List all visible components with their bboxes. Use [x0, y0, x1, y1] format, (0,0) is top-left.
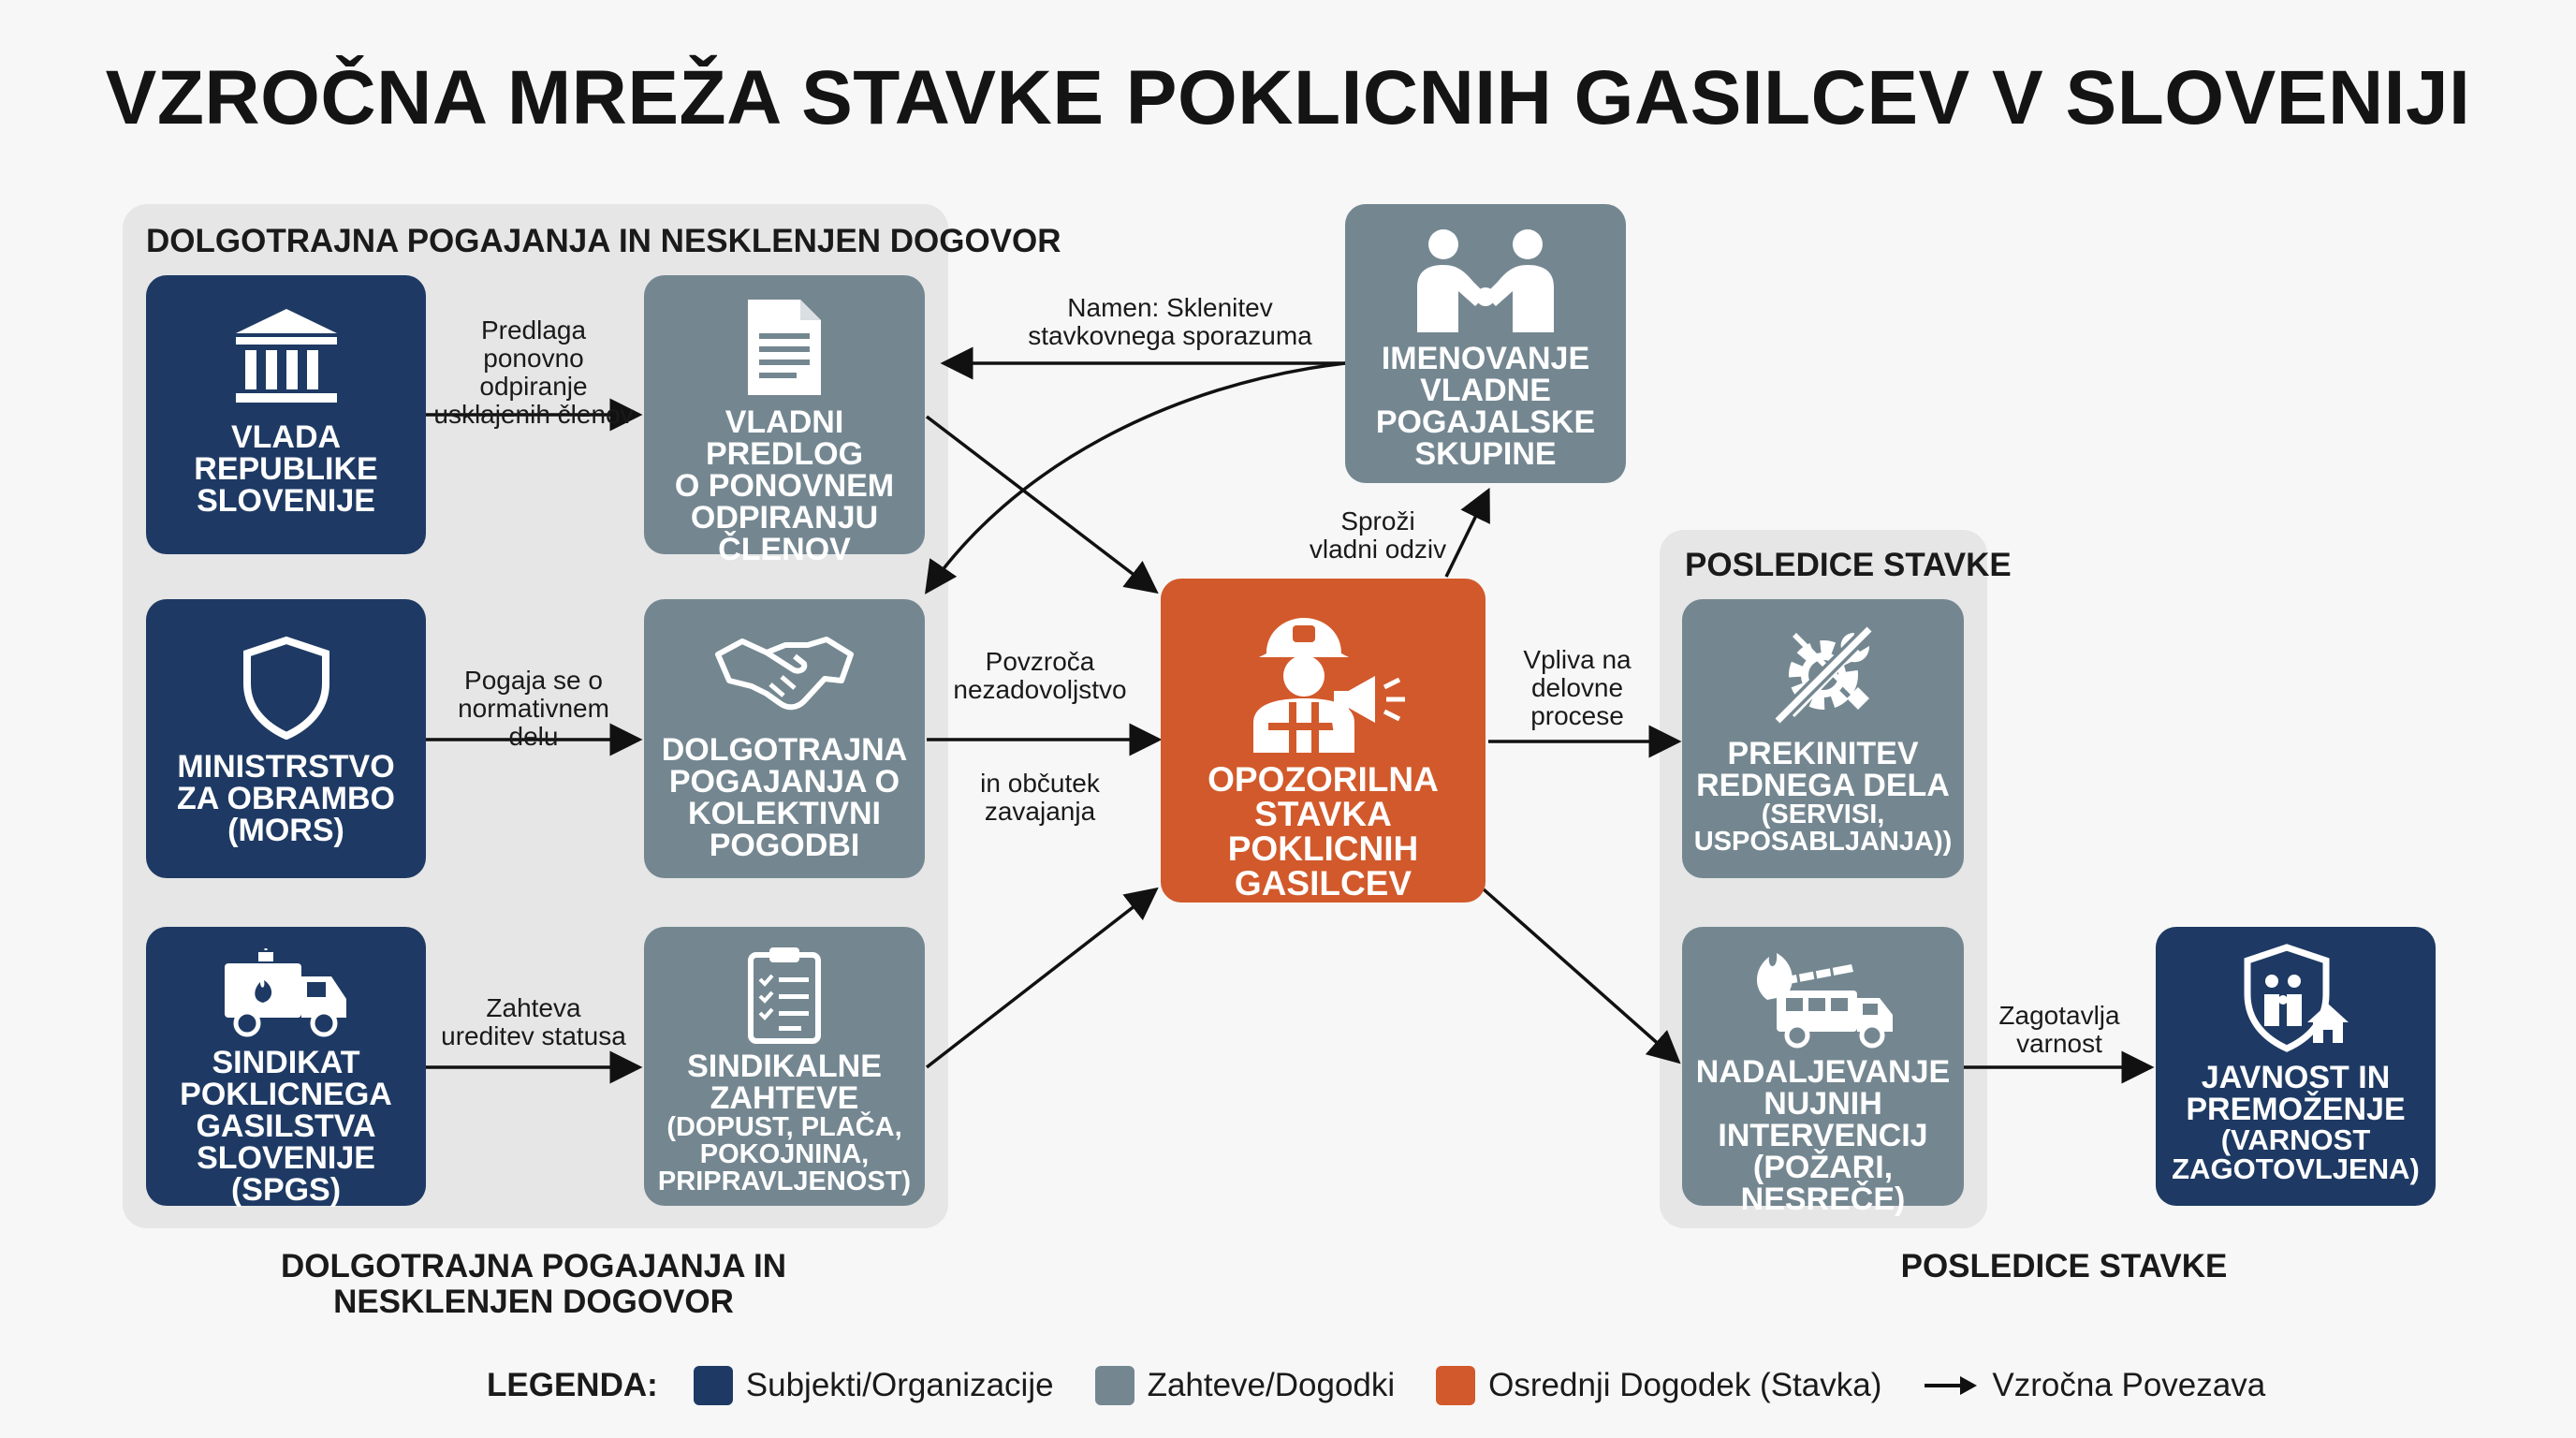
legend [487, 1362, 2306, 1409]
edge-label-stavka-imenovanje: Sproži vladni odziv [1309, 506, 1447, 564]
node-mors [146, 599, 426, 878]
legend-swatch-events [1095, 1366, 1134, 1405]
edge-label-spgs-zahteve: Zahteva ureditev statusa [441, 993, 626, 1050]
legend-arrow-icon [1923, 1372, 1979, 1400]
node-javnost [2156, 927, 2436, 1206]
node-javnost-name: JAVNOST IN PREMOŽENJE [2186, 1060, 2406, 1127]
node-mors-name: MINISTRSTVO ZA OBRAMBO (MORS) [177, 749, 395, 848]
edge-label-mors-pogajanja: Pogaja se o normativnem delu [458, 666, 609, 751]
legend-events-label: Zahteve/Dogodki [1147, 1367, 1396, 1403]
legend-entities-label: Subjekti/Organizacije [745, 1367, 1054, 1403]
node-prekinitev [1682, 599, 1964, 878]
node-prekinitev-name: PREKINITEV REDNEGA DELA [1696, 736, 1950, 803]
family-shield-icon [2240, 944, 2352, 1054]
node-stavka-name: OPOZORILNA STAVKA POKLICNIH GASILCEV [1208, 760, 1439, 902]
edge-label-pogajanja-stavka-2: in občutek zavajanja [980, 769, 1100, 826]
legend-central-label: Osrednji Dogodek (Stavka) [1488, 1367, 1882, 1403]
edge-predlog-stavka [927, 417, 1156, 592]
edge-zahteve-stavka [927, 889, 1156, 1067]
edge-label-imenovanje-predlog: Namen: Sklenitev stavkovnega sporazuma [1028, 293, 1312, 350]
node-vlada-name: VLADA REPUBLIKE SLOVENIJE [194, 419, 378, 519]
group-negotiations-label: DOLGOTRAJNA POGAJANJA IN NESKLENJEN DOGOVOR [146, 223, 1061, 259]
firefighter-megaphone-icon [1235, 612, 1412, 753]
legend-title: LEGENDA: [487, 1367, 658, 1403]
handshake-icon [714, 622, 855, 726]
legend-entities [694, 1366, 1054, 1405]
document-icon [744, 296, 825, 399]
legend-swatch-central [1436, 1366, 1475, 1405]
legend-central [1436, 1366, 1881, 1405]
edge-label-nadaljevanje-javnost: Zagotavlja varnost [1998, 1001, 2120, 1058]
caption-left: DOLGOTRAJNA POGAJANJA IN NESKLENJEN DOGOVOR [281, 1248, 786, 1320]
tools-crossed-icon [1768, 620, 1879, 730]
node-pogajanja-name: DOLGOTRAJNA POGAJANJA O KOLEKTIVNI POGODBI [661, 732, 908, 863]
node-zahteve [644, 927, 925, 1206]
node-spgs [146, 927, 426, 1206]
people-handshake-icon [1406, 225, 1565, 335]
shield-icon [240, 631, 333, 743]
node-javnost-sub: (VARNOST ZAGOTOVLJENA) [2172, 1123, 2420, 1185]
edge-label-pogajanja-stavka-1: Povzroča nezadovoljstvo [953, 647, 1127, 704]
node-stavka [1161, 579, 1486, 902]
node-vlada [146, 275, 426, 554]
fire-truck-icon [221, 947, 352, 1039]
legend-causal [1923, 1367, 2265, 1404]
caption-right: POSLEDICE STAVKE [1900, 1248, 2228, 1284]
node-imenovanje [1345, 204, 1626, 483]
node-pogajanja [644, 599, 925, 878]
group-consequences-label: POSLEDICE STAVKE [1685, 547, 2012, 583]
node-prekinitev-sub: (SERVISI, USPOSABLJANJA)) [1693, 800, 1953, 857]
legend-swatch-entities [694, 1366, 733, 1405]
node-zahteve-name: SINDIKALNE ZAHTEVE [687, 1049, 882, 1116]
page-title: VZROČNA MREŽA STAVKE POKLICNIH GASILCEV V SLOVENIJI [105, 55, 2471, 140]
edge-stavka-nadaljevanje [1484, 889, 1678, 1062]
legend-causal-label: Vzročna Povezava [1992, 1367, 2266, 1403]
node-imenovanje-name: IMENOVANJE VLADNE POGAJALSKE SKUPINE [1375, 341, 1596, 472]
edge-imenovanje-pogajanja [927, 363, 1345, 592]
node-nadaljevanje [1682, 927, 1964, 1217]
fire-engine-icon [1749, 944, 1898, 1049]
legend-events [1095, 1366, 1396, 1405]
node-zahteve-sub: (DOPUST, PLAČA, POKOJNINA, PRIPRAVLJENOST) [657, 1112, 912, 1196]
edge-label-stavka-prekinitev: Vpliva na delovne procese [1523, 645, 1632, 730]
node-nadaljevanje-name: NADALJEVANJE NUJNIH INTERVENCIJ (POŽARI, NESREČE) [1695, 1054, 1951, 1217]
edge-label-vlada-predlog: Predlaga ponovno odpiranje usklajenih členov [433, 315, 634, 429]
node-predlog [644, 275, 925, 567]
clipboard-checklist-icon [747, 944, 822, 1047]
node-predlog-name: VLADNI PREDLOG O PONOVNEM ODPIRANJU ČLENOV [674, 404, 895, 567]
node-spgs-name: SINDIKAT POKLICNEGA GASILSTVA SLOVENIJE (SPGS) [180, 1045, 392, 1208]
government-building-icon [230, 301, 343, 414]
